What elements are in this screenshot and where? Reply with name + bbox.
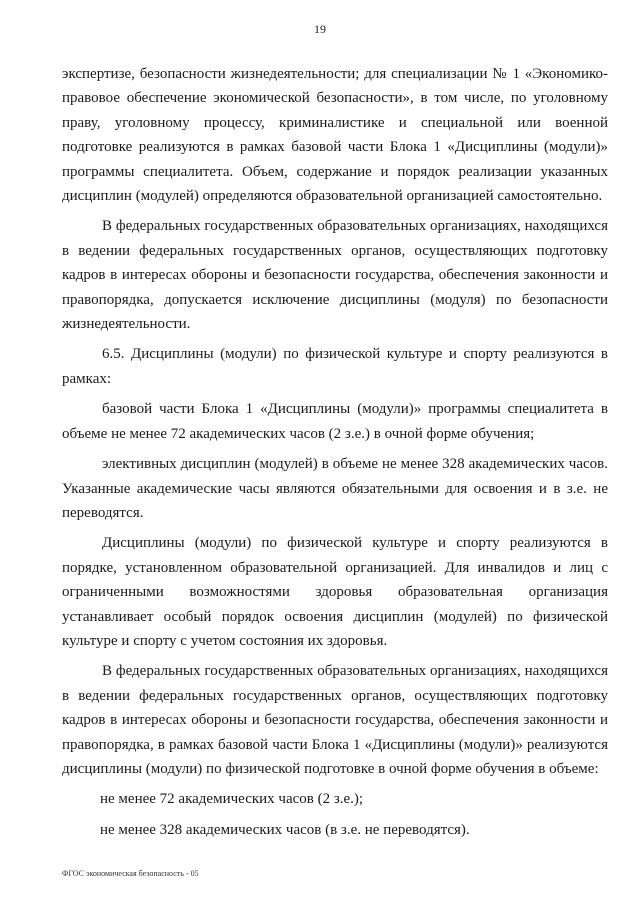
page-number: 19: [314, 22, 326, 36]
document-body: [62, 62, 608, 842]
paragraph-3: 6.5. Дисциплины (модули) по физической культуре и спорту реализуются в рамках:: [62, 346, 608, 387]
paragraph-6: Дисциплины (модули) по физической культуре и спорту реализуются в порядке, установленном образовательной организацией. Для инвалидов и лиц с ограниченными возможностями здоровья образовательная организация устанавливает особый порядок освоения дисциплин (модулей) по физической культуре и спорту с учетом состояния их здоровья.: [62, 535, 608, 649]
paragraph-2: В федеральных государственных образовательных организациях, находящихся в ведении федеральных государственных органов, осуществляющих подготовку кадров в интересах обороны и безопасности государства, обеспечения законности и правопорядка, допускается исключение дисциплины (модуля) по безопасности жизнедеятельности.: [62, 218, 608, 333]
paragraph-1: экспертизе, безопасности жизнедеятельности; для специализации № 1 «Экономико-правовое обеспечение экономической безопасности», в том числе, по уголовному праву, уголовному процессу, криминалистике и специальной или военной подготовке реализуются в рамках базовой части Блока 1 «Дисциплины (модули)» программы специалитета. Объем, содержание и порядок реализации указанных дисциплин (модулей) определяются образовательной организацией самостоятельно.: [62, 66, 608, 205]
paragraph-4: базовой части Блока 1 «Дисциплины (модули)» программы специалитета в объеме не менее 72 академических часов (2 з.е.) в очной форме обучения;: [62, 401, 608, 442]
paragraph-8: не менее 72 академических часов (2 з.е.);: [100, 791, 364, 808]
footer-label: ФГОС экономическая безопасность - 05: [62, 869, 199, 878]
paragraph-9: не менее 328 академических часов (в з.е. не переводятся).: [100, 821, 470, 838]
paragraph-5: элективных дисциплин (модулей) в объеме не менее 328 академических часов. Указанные академические часы являются обязательными для освоения и в з.е. не переводятся.: [62, 456, 608, 521]
paragraph-7: В федеральных государственных образовательных организациях, находящихся в ведении федеральных государственных органов, осуществляющих подготовку кадров в интересах обороны и безопасности государства, обеспечения законности и правопорядка, в рамках базовой части Блока 1 «Дисциплины (модули)» реализуются дисциплины (модули) по физической подготовке в очной форме обучения в объеме:: [62, 663, 608, 777]
